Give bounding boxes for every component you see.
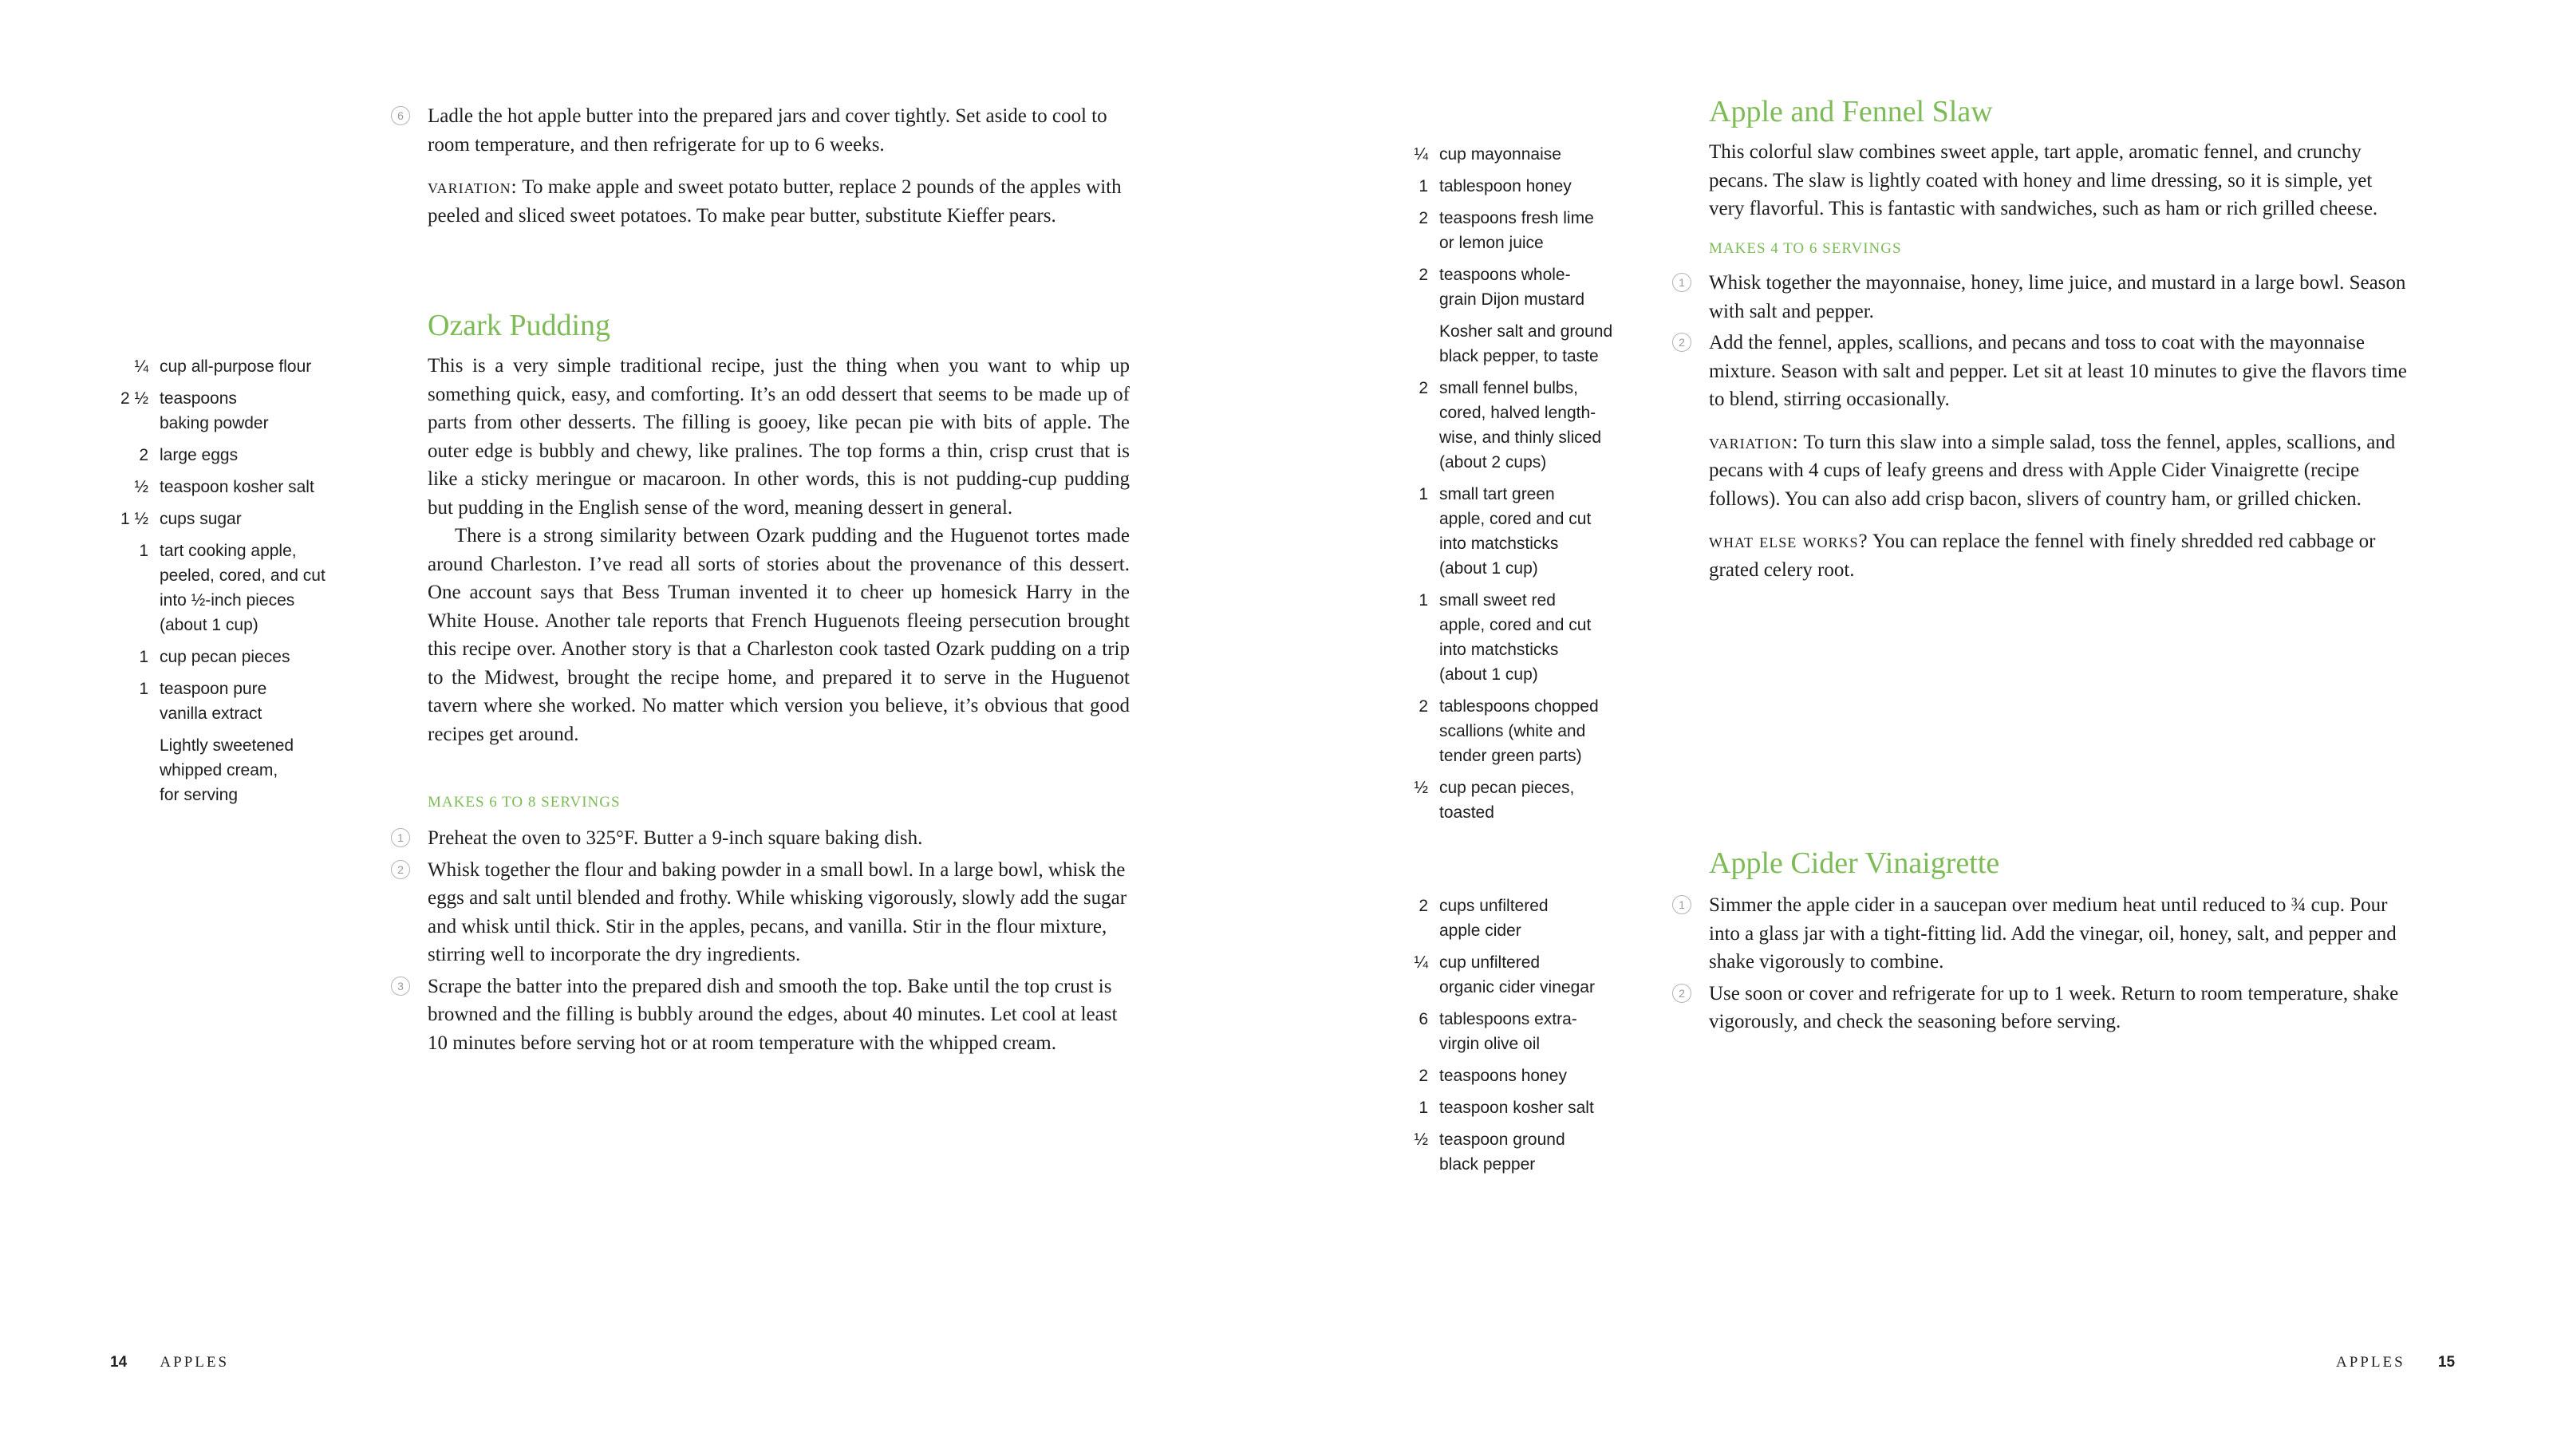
ingredient-quantity: 1	[139, 680, 148, 698]
ingredient-quantity: 2	[139, 446, 148, 464]
ingredient-item: large eggs	[160, 446, 239, 464]
slaw-content	[1679, 138, 2411, 584]
ingredient-item: teaspoons baking powder	[160, 389, 269, 432]
ingredient-quantity: 1	[1419, 485, 1428, 503]
apple-butter-step-6	[397, 102, 1130, 230]
ingredient-row	[1390, 319, 1645, 369]
page-number: 14	[110, 1354, 128, 1371]
step-text: Whisk together the mayonnaise, honey, lime juice, and mustard in a large bowl. Season with salt and pepper.	[1709, 272, 2406, 322]
step-item	[1679, 891, 2411, 977]
variation-text: To make apple and sweet potato butter, replace 2 pounds of the apples with peeled and sliced sweet potatoes. To make pear butter, substitute Kieffer pears.	[428, 176, 1122, 227]
ingredient-row	[1390, 1095, 1645, 1120]
ingredient-quantity: 1	[1419, 177, 1428, 195]
step-number-circle: 2	[391, 860, 410, 879]
ingredient-item: small fennel bulbs, cored, halved length- wise, and thinly sliced (about 2 cups)	[1439, 379, 1602, 472]
ingredient-quantity: ¼	[134, 357, 148, 376]
ingredient-row	[110, 443, 349, 468]
ingredient-item: small sweet red apple, cored and cut into matchsticks (about 1 cup)	[1439, 591, 1592, 684]
ingredient-item: small tart green apple, cored and cut into matchsticks (about 1 cup)	[1439, 485, 1592, 578]
ingredient-row	[1390, 482, 1645, 581]
ozark-servings: MAKES 6 TO 8 SERVINGS	[428, 794, 621, 811]
ingredient-item: teaspoon kosher salt	[1439, 1099, 1594, 1117]
ingredient-row	[1390, 588, 1645, 687]
what-else-works-label: what else works?	[1709, 531, 1868, 552]
ingredient-row	[110, 677, 349, 726]
step-number-circle: 2	[1672, 333, 1691, 352]
variation-text: To turn this slaw into a simple salad, toss the fennel, apples, scallions, and pecans with 4 cups of leafy greens and dress with Apple Cider Vinaigrette (recipe follows). You can also add crisp bacon, slivers of country ham, or grilled chicken.	[1709, 431, 2396, 510]
step-item	[1679, 269, 2411, 326]
step-text: Preheat the oven to 325°F. Butter a 9-inch square baking dish.	[428, 827, 923, 849]
ingredient-row	[1390, 1007, 1645, 1056]
step-text: Ladle the hot apple butter into the prepared jars and cover tightly. Set aside to cool to room temperature, and then refrigerate for up to 6 weeks.	[428, 105, 1107, 156]
ingredient-item: tablespoon honey	[1439, 177, 1572, 195]
vinaigrette-ingredient-list	[1390, 894, 1645, 1184]
intro-paragraph-1: This is a very simple traditional recipe, just the thing when you want to whip up something quick, easy, and comforting. It’s an odd dessert that seems to be made up of parts from other desserts. The filling is gooey, like pecan pie with bits of apple. The outer edge is bubbly and chewy, like pralines. The top forms a thin, crisp crust that is like a sticky meringue or macaroon. In other words, this is not pudding-cup pudding but pudding in the English sense of the word, meaning dessert in general.	[428, 355, 1130, 519]
ingredient-quantity: 2	[1419, 897, 1428, 915]
ingredient-row	[110, 645, 349, 669]
ingredient-item: teaspoon pure vanilla extract	[160, 680, 267, 723]
ingredient-quantity: 1	[1419, 1099, 1428, 1117]
ingredient-quantity: ½	[134, 478, 148, 496]
ingredient-row	[1390, 1127, 1645, 1177]
folio-left	[110, 1354, 229, 1371]
step-number-circle: 1	[1672, 273, 1691, 292]
ozark-ingredient-list	[110, 354, 349, 815]
recipe-title-apple-fennel-slaw: Apple and Fennel Slaw	[1709, 95, 1993, 128]
step-item	[1679, 329, 2411, 414]
ingredient-item: tart cooking apple, peeled, cored, and cut into ½-inch pieces (about 1 cup)	[160, 542, 326, 634]
ingredient-item: cup all-purpose flour	[160, 357, 312, 376]
step-text: Simmer the apple cider in a saucepan over medium heat until reduced to ¾ cup. Pour into a glass jar with a tight-fitting lid. Add the vinegar, oil, honey, salt, and pepper and shake vigorously to combine.	[1709, 894, 2397, 973]
variation-label: variation:	[428, 176, 518, 198]
step-item	[397, 824, 1130, 853]
ozark-intro	[428, 352, 1130, 748]
step-item	[1679, 980, 2411, 1036]
step-number-circle: 6	[391, 106, 410, 125]
ingredient-item: cups sugar	[160, 510, 242, 528]
recipe-title-apple-cider-vinaigrette: Apple Cider Vinaigrette	[1709, 846, 2000, 880]
slaw-ingredient-list	[1390, 142, 1645, 832]
ingredient-row	[1390, 950, 1645, 1000]
ingredient-quantity: 2	[1419, 697, 1428, 716]
ingredient-row	[1390, 142, 1645, 167]
ingredient-row	[1390, 262, 1645, 312]
ingredient-quantity: ¼	[1414, 953, 1428, 972]
ingredient-item: cup unfiltered organic cider vinegar	[1439, 953, 1595, 996]
ingredient-quantity: 1 ½	[120, 510, 148, 528]
step-text: Use soon or cover and refrigerate for up to 1 week. Return to room temperature, shake vigorously, and check the seasoning before serving.	[1709, 982, 2399, 1032]
ingredient-item: Lightly sweetened whipped cream, for serving	[160, 736, 294, 804]
ingredient-item: cups unfiltered apple cider	[1439, 897, 1549, 940]
step-number-circle: 1	[1672, 895, 1691, 914]
ingredient-quantity: 2 ½	[120, 389, 148, 408]
step-number-circle: 3	[391, 977, 410, 996]
ingredient-item: tablespoons chopped scallions (white and tender green parts)	[1439, 697, 1599, 765]
ingredient-item: Kosher salt and ground black pepper, to taste	[1439, 322, 1613, 365]
recipe-title-ozark-pudding: Ozark Pudding	[428, 309, 611, 342]
page-number: 15	[2437, 1354, 2456, 1371]
ingredient-item: teaspoon kosher salt	[160, 478, 314, 496]
ingredient-quantity: ¼	[1414, 145, 1428, 164]
ingredient-quantity: 2	[1419, 1067, 1428, 1085]
step-text: Add the fennel, apples, scallions, and pecans and toss to coat with the mayonnaise mixture. Season with salt and pepper. Let sit at least 10 minutes to give the flavors time to blend, stirring occasionally.	[1709, 332, 2407, 410]
section-name: APPLES	[160, 1354, 230, 1371]
step-text: Whisk together the flour and baking powder in a small bowl. In a large bowl, whisk the eggs and salt until blended and frothy. While whisking vigorously, slowly add the sugar and whisk until thick. Stir in the apples, pecans, and vanilla. Stir in the flour mixture, stirring well to incorporate the dry ingredients.	[428, 858, 1127, 965]
ingredient-quantity: ½	[1414, 779, 1428, 797]
ingredient-item: cup mayonnaise	[1439, 145, 1561, 164]
ingredient-row	[1390, 775, 1645, 825]
ingredient-quantity: ½	[1414, 1130, 1428, 1149]
ingredient-quantity: 1	[139, 542, 148, 560]
ingredient-quantity: 2	[1419, 379, 1428, 397]
ingredient-row	[110, 507, 349, 531]
ingredient-row	[1390, 1063, 1645, 1088]
step-number-circle: 1	[391, 828, 410, 847]
ingredient-item: cup pecan pieces	[160, 648, 290, 666]
step-number-circle: 2	[1672, 984, 1691, 1003]
variation-label: variation:	[1709, 431, 1799, 453]
ingredient-quantity: 2	[1419, 266, 1428, 284]
ingredient-row	[1390, 894, 1645, 943]
what-else-works-text: You can replace the fennel with finely shredded red cabbage or grated celery root.	[1709, 531, 2376, 581]
ingredient-row	[1390, 694, 1645, 768]
slaw-steps	[1679, 269, 2411, 414]
step-text: Scrape the batter into the prepared dish and smooth the top. Bake until the top crust is browned and the filling is bubbly around the edges, about 40 minutes. Let cool at least 10 minutes before serving hot or at room temperature with the whipped cream.	[428, 975, 1118, 1054]
ingredient-row	[110, 475, 349, 499]
ingredient-item: teaspoons honey	[1439, 1067, 1567, 1085]
ingredient-quantity: 6	[1419, 1010, 1428, 1028]
section-name: APPLES	[2336, 1354, 2405, 1371]
ozark-steps	[397, 824, 1130, 1060]
ingredient-item: teaspoons whole- grain Dijon mustard	[1439, 266, 1585, 309]
ingredient-row	[1390, 376, 1645, 475]
ingredient-row	[110, 386, 349, 436]
vinaigrette-steps	[1679, 891, 2411, 1040]
slaw-what-else-works	[1709, 527, 2411, 584]
ingredient-row	[1390, 206, 1645, 255]
slaw-variation	[1709, 428, 2411, 514]
intro-paragraph-2: There is a strong similarity between Ozark pudding and the Huguenot tortes made around Charleston. I’ve read all sorts of stories about the provenance of this dessert. One account says that Bess Truman invented it to cheer up homesick Harry in the White House. Another tale reports that French Huguenots fleeing persecution brought this recipe over. Another story is that a Charleston cook tasted Ozark pudding on a trip to the Midwest, brought the recipe home, and prepared it to serve in the Huguenot tavern where she worked. No matter which version you believe, it’s obvious that good recipes get around.	[428, 525, 1130, 745]
slaw-intro: This colorful slaw combines sweet apple, tart apple, aromatic fennel, and crunchy pecans. The slaw is lightly coated with honey and lime dressing, so it is simple, yet very flavorful. This is fantastic with sandwiches, such as ham or rich grilled cheese.	[1709, 141, 2378, 219]
ingredient-quantity: 2	[1419, 209, 1428, 227]
ingredient-item: cup pecan pieces, toasted	[1439, 779, 1575, 822]
step-item	[397, 856, 1130, 969]
step-item	[397, 102, 1130, 159]
ingredient-item: teaspoons fresh lime or lemon juice	[1439, 209, 1594, 252]
ingredient-item: teaspoon ground black pepper	[1439, 1130, 1565, 1174]
ingredient-quantity: 1	[139, 648, 148, 666]
ingredient-row	[1390, 174, 1645, 199]
ingredient-row	[110, 354, 349, 379]
folio-right	[2336, 1354, 2455, 1371]
ingredient-row	[110, 539, 349, 637]
step-item	[397, 973, 1130, 1058]
ingredient-item: tablespoons extra- virgin olive oil	[1439, 1010, 1577, 1053]
ingredient-quantity: 1	[1419, 591, 1428, 610]
variation-note	[428, 173, 1130, 230]
slaw-servings: MAKES 4 TO 6 SERVINGS	[1709, 239, 1902, 257]
ingredient-row	[110, 733, 349, 807]
